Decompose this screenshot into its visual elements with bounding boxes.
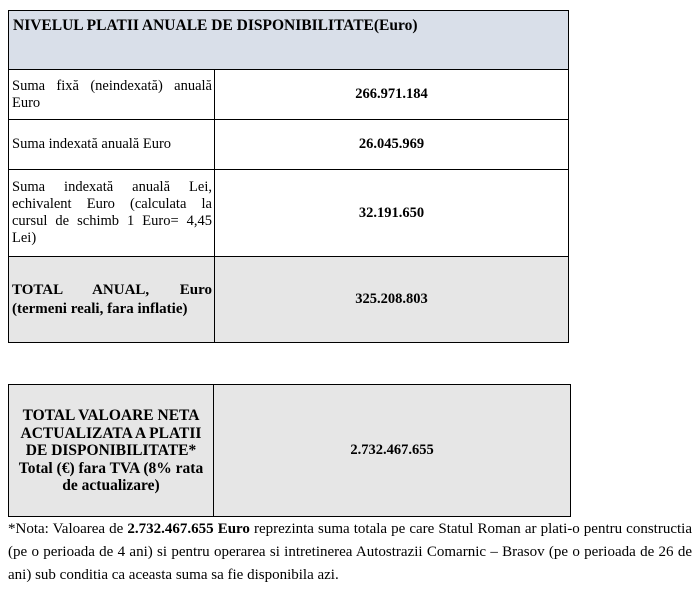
net-present-value-table <box>8 384 571 517</box>
row-value: 26.045.969 <box>215 120 569 170</box>
total-row <box>9 257 569 343</box>
table-header: NIVELUL PLATII ANUALE DE DISPONIBILITATE(Euro) <box>9 11 569 70</box>
row-value: 266.971.184 <box>215 70 569 120</box>
footnote-highlight: 2.732.467.655 Euro <box>127 521 250 537</box>
total-label: TOTAL ANUAL, Euro (termeni reali, fara inflatie) <box>9 257 215 343</box>
annual-payment-table <box>8 10 569 343</box>
total-value: 325.208.803 <box>215 257 569 343</box>
footnote-text: reprezinta suma totala pe care Statul Roman ar plati-o pentru constructia (pe o perioada de 4 ani) si pentru operarea si intretinerea Autostrazii Comarnic – Brasov (pe o perioada de 26 de ani) sub conditia ca aceasta suma sa fie disponibila azi. <box>8 521 692 583</box>
npv-label: TOTAL VALOARE NETA ACTUALIZATA A PLATII DE DISPONIBILITATE* Total (€) fara TVA (8% rata de actualizare) <box>9 385 214 517</box>
footnote-prefix: *Nota: Valoarea de <box>8 521 128 537</box>
row-label: Suma indexată anuală Lei, echivalent Euro (calculata la cursul de schimb 1 Euro= 4,45 Lei) <box>9 170 215 257</box>
table-row <box>9 385 571 517</box>
table-row <box>9 120 569 170</box>
table-row <box>9 170 569 257</box>
row-value: 32.191.650 <box>215 170 569 257</box>
footnote <box>8 518 692 587</box>
table-row <box>9 70 569 120</box>
npv-value: 2.732.467.655 <box>214 385 571 517</box>
row-label: Suma fixă (neindexată) anuală Euro <box>9 70 215 120</box>
row-label: Suma indexată anuală Euro <box>9 120 215 170</box>
